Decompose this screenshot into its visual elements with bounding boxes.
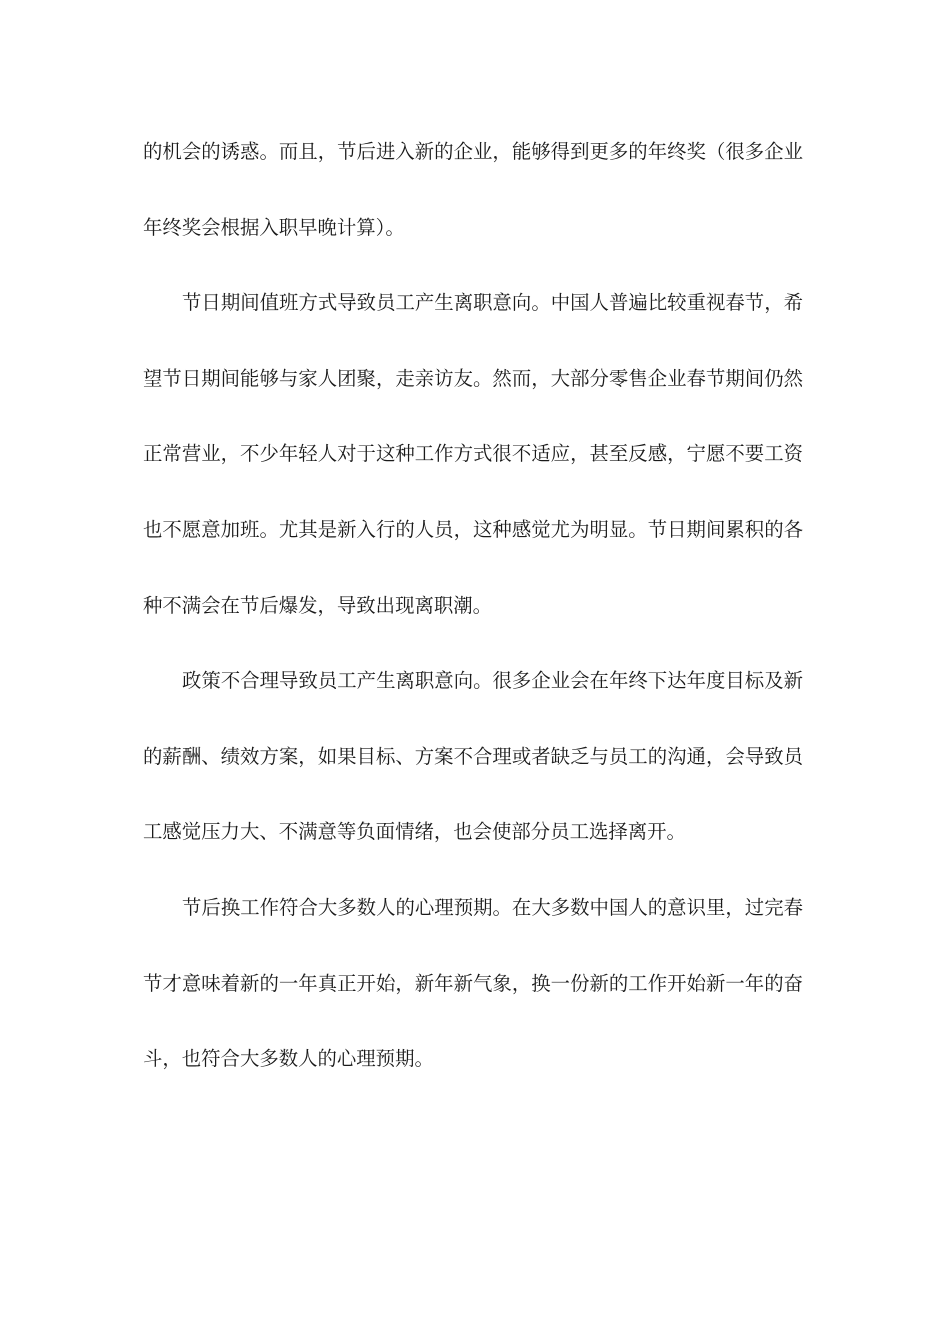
text-line: 的薪酬、绩效方案，如果目标、方案不合理或者缺乏与员工的沟通，会导致员 [143, 744, 803, 768]
text-line: 年终奖会根据入职早晚计算）。 [143, 215, 405, 239]
text-line: 工感觉压力大、不满意等负面情绪，也会使部分员工选择离开。 [143, 820, 686, 844]
document-body [143, 114, 803, 1097]
paragraph-holiday-shifts [143, 265, 803, 643]
text-line: 正常营业，不少年轻人对于这种工作方式很不适应，甚至反感，宁愿不要工资 [143, 442, 803, 466]
paragraph-psychological-expectation [143, 870, 803, 1097]
paragraph-continuation [143, 114, 803, 265]
text-line: 种不满会在节后爆发，导致出现离职潮。 [143, 593, 493, 617]
text-line: 节后换工作符合大多数人的心理预期。在大多数中国人的意识里，过完春 [182, 895, 803, 919]
text-line: 也不愿意加班。尤其是新入行的人员，这种感觉尤为明显。节日期间累积的各 [143, 517, 803, 541]
text-line: 政策不合理导致员工产生离职意向。很多企业会在年终下达年度目标及新 [182, 669, 803, 693]
text-line: 望节日期间能够与家人团聚，走亲访友。然而，大部分零售企业春节期间仍然 [143, 366, 803, 390]
text-line: 节日期间值班方式导致员工产生离职意向。中国人普遍比较重视春节，希 [182, 291, 803, 315]
text-line: 斗，也符合大多数人的心理预期。 [143, 1047, 434, 1071]
text-line: 的机会的诱惑。而且，节后进入新的企业，能够得到更多的年终奖（很多企业 [143, 140, 803, 163]
paragraph-unreasonable-policy [143, 643, 803, 870]
text-line: 节才意味着新的一年真正开始，新年新气象，换一份新的工作开始新一年的奋 [143, 971, 803, 995]
